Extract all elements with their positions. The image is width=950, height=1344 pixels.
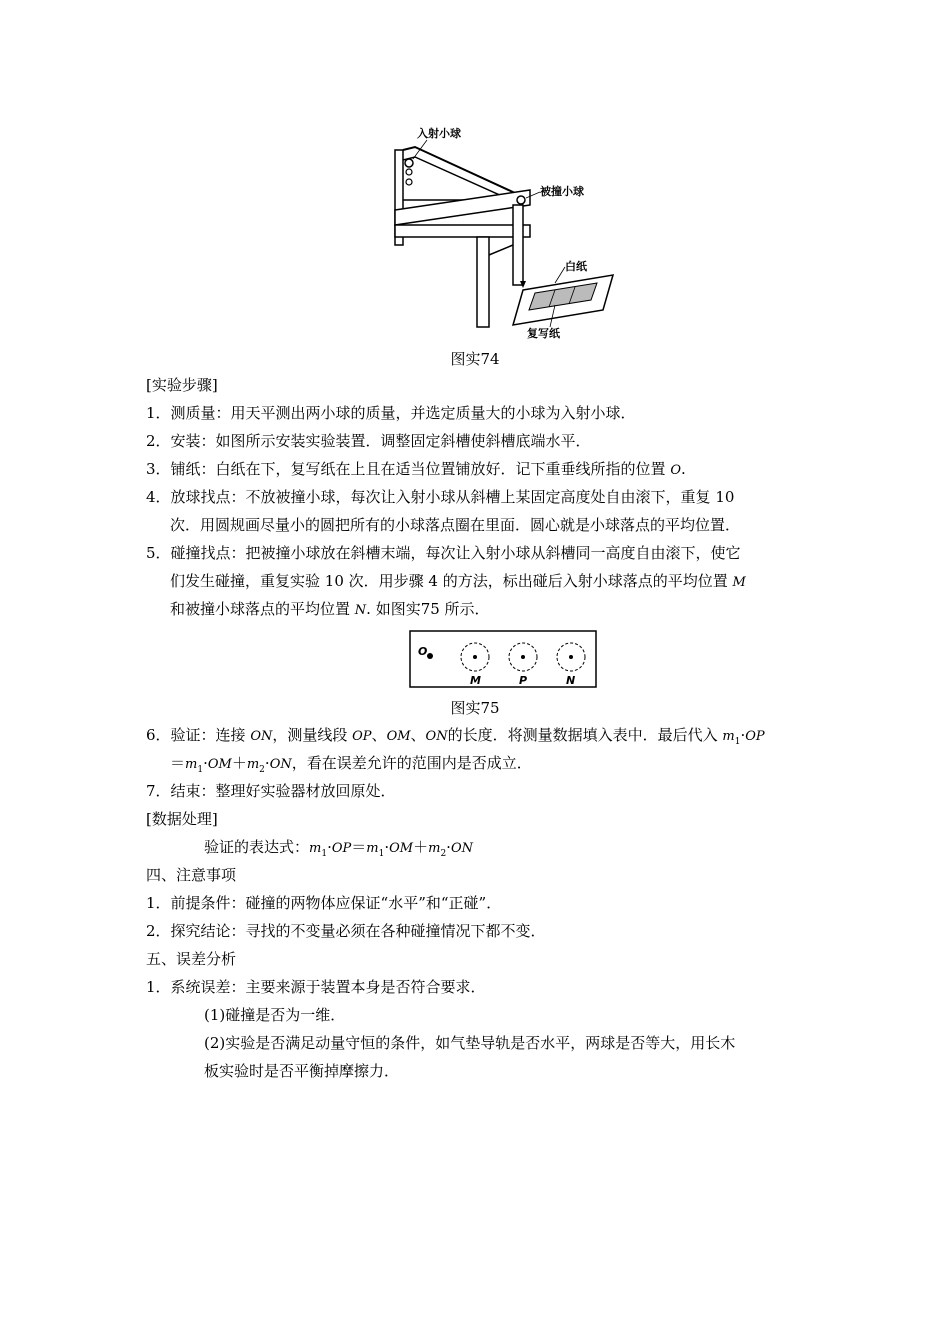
figure1-caption: 图实74	[450, 350, 500, 368]
label-incident-ball: 入射小球	[417, 127, 461, 140]
section-5-point-1: 1．系统误差：主要来源于装置本身是否符合要求．	[146, 978, 486, 996]
data-header: [数据处理]	[146, 810, 218, 828]
section-5-sub-1: (1)碰撞是否为一维．	[204, 1006, 346, 1024]
step-5-line-1: 5．碰撞找点：把被撞小球放在斜槽末端，每次让入射小球从斜槽同一高度自由滚下，使它	[146, 544, 741, 562]
step-2: 2．安装：如图所示安装实验装置．调整固定斜槽使斜槽底端水平．	[146, 432, 591, 450]
section-4-point-2: 2．探究结论：寻找的不变量必须在各种碰撞情况下都不变．	[146, 922, 546, 940]
label-n: N	[566, 674, 576, 687]
apparatus-figure	[385, 125, 625, 340]
point-o	[427, 653, 433, 659]
label-m: M	[470, 674, 481, 687]
section-5-sub-2-line-2: 板实验时是否平衡掉摩擦力．	[204, 1062, 400, 1080]
step-4-line-2: 次．用圆规画尽量小的圆把所有的小球落点圈在里面．圆心就是小球落点的平均位置．	[170, 516, 741, 534]
ball	[406, 169, 412, 175]
section-4-title: 四、注意事项	[146, 866, 237, 884]
incident-ball	[405, 159, 413, 167]
step-5-line-3: 和被撞小球落点的平均位置 N. 如图实75 所示．	[170, 600, 490, 618]
ramp	[403, 147, 525, 199]
label-p: P	[519, 674, 528, 687]
step-4-line-1: 4．放球找点：不放被撞小球，每次让入射小球从斜槽上某固定高度处自由滚下，重复 10	[146, 488, 735, 506]
label-o: O	[418, 645, 428, 658]
ball	[406, 179, 412, 185]
label-carbon-paper: 复写纸	[527, 327, 560, 340]
step-6-line-1: 6．验证：连接 ON，测量线段 OP、OM、ON的长度．将测量数据填入表中．最后代入 $m_1\cdot OP$	[146, 726, 765, 747]
step-7: 7．结束：整理好实验器材放回原处．	[146, 782, 396, 800]
point-p	[521, 655, 525, 659]
struck-ball	[517, 196, 525, 204]
step-5-line-2: 们发生碰撞，重复实验 10 次．用步骤 4 的方法，标出碰后入射小球落点的平均位置 M	[170, 572, 746, 590]
section-5-title: 五、误差分析	[146, 950, 237, 968]
label-struck-ball: 被撞小球	[540, 185, 584, 198]
label-white-paper: 白纸	[565, 260, 587, 273]
step-6-line-2: $=m_1\cdot OM+m_2\cdot ON$，看在误差允许的范围内是否成立．	[170, 754, 532, 775]
section-5-sub-2-line-1: (2)实验是否满足动量守恒的条件，如气垫导轨是否水平，两球是否等大，用长木	[204, 1034, 736, 1052]
steps-header: [实验步骤]	[146, 376, 218, 394]
point-n	[569, 655, 573, 659]
step-1: 1．测质量：用天平测出两小球的质量，并选定质量大的小球为入射小球．	[146, 404, 636, 422]
tabletop	[395, 190, 530, 225]
section-4-point-1: 1．前提条件：碰撞的两物体应保证“水平”和“正碰”．	[146, 894, 502, 912]
figure2-caption: 图实75	[450, 699, 500, 717]
table-leg	[477, 237, 489, 327]
table-leg	[513, 205, 523, 285]
point-m	[473, 655, 477, 659]
landing-points-figure	[409, 630, 597, 688]
formula: 验证的表达式：$m_1\cdot OP=m_1\cdot OM+m_2\cdot ON$	[204, 838, 473, 859]
step-3: 3．铺纸：白纸在下，复写纸在上且在适当位置铺放好．记下重垂线所指的位置 O.	[146, 460, 686, 478]
